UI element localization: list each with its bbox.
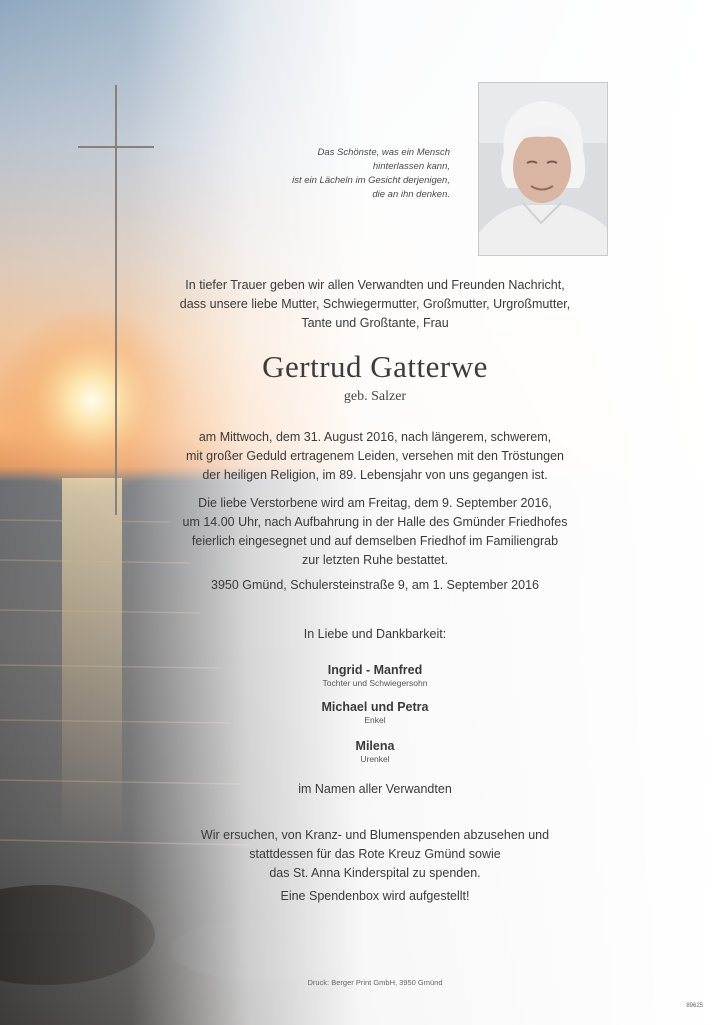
quote-line: ist ein Lächeln im Gesicht derjenigen, [292, 175, 450, 186]
birth-name: geb. Salzer [343, 389, 407, 404]
mourner-relation: Urenkel [360, 754, 390, 764]
memorial-quote [250, 146, 450, 202]
quote-line: die an ihn denken. [372, 189, 450, 200]
request-line: Wir ersuchen, von Kranz- und Blumenspenden abzusehen und [200, 828, 550, 842]
mourner-entry [160, 662, 590, 689]
death-line: mit großer Geduld ertragenem Leiden, versehen mit den Tröstungen [186, 449, 564, 463]
funeral-line: zur letzten Ruhe bestattet. [302, 553, 448, 567]
mourner-relation: Enkel [364, 715, 386, 725]
mourner-name: Ingrid - Manfred [327, 663, 423, 677]
portrait-photo [478, 82, 608, 256]
deceased-name: Gertrud Gatterwe [262, 349, 488, 384]
donation-box-note: Eine Spendenbox wird aufgestellt! [280, 889, 470, 903]
printer-credit: Druck: Berger Print GmbH, 3950 Gmünd [307, 978, 443, 987]
intro-line: In tiefer Trauer geben wir allen Verwandten und Freunden Nachricht, [185, 278, 565, 292]
request-line: stattdessen für das Rote Kreuz Gmünd sowie [249, 847, 501, 861]
death-notice [160, 428, 590, 485]
mourner-name: Milena [355, 739, 395, 753]
request-line: das St. Anna Kinderspital zu spenden. [269, 866, 481, 880]
mourners-heading: In Liebe und Dankbarkeit: [303, 627, 447, 641]
death-line: der heiligen Religion, im 89. Lebensjahr von uns gegangen ist. [202, 468, 548, 482]
funeral-line: um 14.00 Uhr, nach Aufbahrung in der Halle des Gmünder Friedhofes [182, 515, 568, 529]
place-and-date: 3950 Gmünd, Schulersteinstraße 9, am 1. September 2016 [211, 578, 539, 592]
funeral-details [160, 494, 590, 570]
mourner-relation: Tochter und Schwiegersohn [322, 678, 428, 688]
mourner-entry [160, 699, 590, 726]
cross-vertical-beam [115, 85, 117, 515]
funeral-line: feierlich eingesegnet und auf demselben Friedhof im Familiengrab [191, 534, 559, 548]
announcement-intro [160, 276, 590, 333]
mourners-closing: im Namen aller Verwandten [298, 782, 452, 796]
death-line: am Mittwoch, dem 31. August 2016, nach längerem, schwerem, [198, 430, 552, 444]
document-code: 89625 [686, 1003, 703, 1009]
intro-line: dass unsere liebe Mutter, Schwiegermutter, Großmutter, Urgroßmutter, [179, 297, 571, 311]
mourner-name: Michael und Petra [321, 700, 429, 714]
quote-line: Das Schönste, was ein Mensch [317, 147, 450, 158]
mourner-entry [160, 738, 590, 765]
quote-line: hinterlassen kann, [372, 161, 450, 172]
funeral-line: Die liebe Verstorbene wird am Freitag, dem 9. September 2016, [198, 496, 552, 510]
cross-horizontal-beam [78, 146, 154, 148]
intro-line: Tante und Großtante, Frau [301, 316, 449, 330]
donation-request [160, 826, 590, 883]
